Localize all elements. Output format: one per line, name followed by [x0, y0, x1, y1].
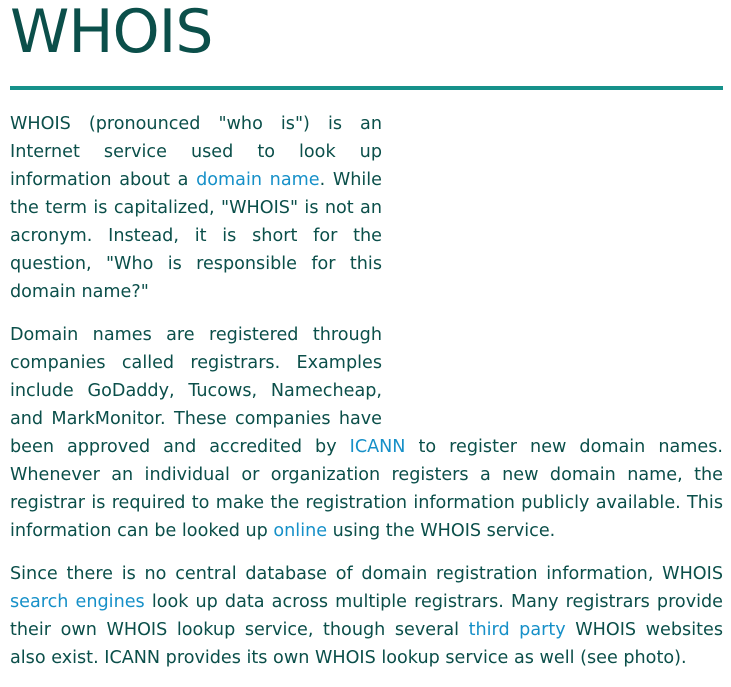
link-search-engines[interactable]: search engines: [10, 592, 145, 612]
link-third-party[interactable]: third party: [468, 620, 566, 640]
link-icann[interactable]: ICANN: [349, 437, 406, 457]
paragraph-text: WHOIS (pronounced "who is") is an Internet service used to look up information about a: [10, 114, 382, 190]
link-domain-name[interactable]: domain name: [196, 170, 320, 190]
paragraph-text: Domain names are registered through companies called registrars. Examples include GoDaddy, Tucows, Namecheap, and MarkMonitor. These companies have been approved and accredited by: [10, 325, 382, 457]
paragraph-text: WHOIS websites also exist. ICANN provides its own WHOIS lookup service as well (see photo).: [10, 620, 723, 668]
article: [10, 0, 723, 687]
page-title: WHOIS: [10, 0, 213, 67]
article-body: [10, 110, 723, 672]
link-online[interactable]: online: [273, 521, 328, 541]
paragraph-text: look up data across multiple registrars. Many registrars provide their own WHOIS lookup service, though several: [10, 592, 723, 640]
paragraph-text: Since there is no central database of domain registration information, WHOIS: [10, 564, 723, 584]
title-divider: [10, 86, 723, 90]
photo-placeholder: [382, 110, 723, 418]
paragraph-3: [10, 560, 723, 672]
paragraph-text: using the WHOIS service.: [327, 521, 556, 541]
paragraph-text: . While the term is capitalized, "WHOIS" is not an acronym. Instead, it is short for the question, "Who is responsible for this domain name?": [10, 170, 382, 302]
paragraph-text: to register new domain names. Whenever an individual or organization registers a new domain name, the registrar is required to make the registration information publicly available. This information can be looked up: [10, 437, 723, 541]
